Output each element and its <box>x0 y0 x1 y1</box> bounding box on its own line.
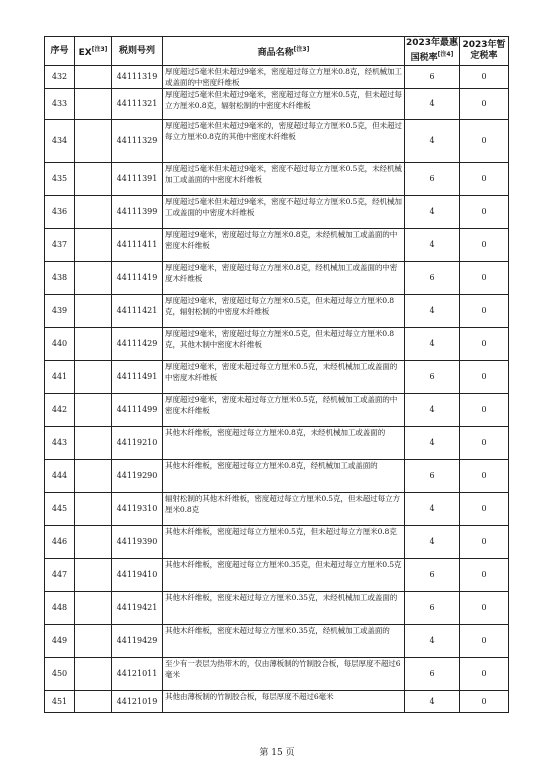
row-ex <box>75 229 112 262</box>
row-seq: 433 <box>45 89 75 120</box>
row-seq: 437 <box>45 229 75 262</box>
row-code: 44119390 <box>112 526 163 559</box>
row-seq: 435 <box>45 163 75 196</box>
row-seq: 440 <box>45 328 75 361</box>
row-mfn-rate: 4 <box>405 691 460 713</box>
row-name: 厚度超过5毫米但未超过9毫米，密度不超过每立方厘米0.5克，经机械加工或盖面的中密度木纤维板 <box>163 196 405 229</box>
table-row <box>45 658 509 691</box>
row-seq: 442 <box>45 394 75 427</box>
table-row <box>45 66 509 89</box>
row-code: 44121011 <box>112 658 163 691</box>
row-provisional-rate: 0 <box>460 427 509 460</box>
row-seq: 443 <box>45 427 75 460</box>
row-mfn-rate: 6 <box>405 592 460 625</box>
row-code: 44119210 <box>112 427 163 460</box>
row-code: 44119421 <box>112 592 163 625</box>
row-code: 44111329 <box>112 120 163 163</box>
row-name: 其他木纤维板，密度未超过每立方厘米0.35克，经机械加工或盖面的 <box>163 625 405 658</box>
row-mfn-rate: 4 <box>405 427 460 460</box>
row-mfn-rate: 4 <box>405 89 460 120</box>
row-seq: 450 <box>45 658 75 691</box>
row-name: 厚度超过9毫米，密度超过每立方厘米0.5克，但未超过每立方厘米0.8克，辐射松制的中密度木纤维板 <box>163 295 405 328</box>
row-code: 44111429 <box>112 328 163 361</box>
row-seq: 432 <box>45 66 75 89</box>
row-code: 44111321 <box>112 89 163 120</box>
row-seq: 451 <box>45 691 75 713</box>
row-name: 其他木纤维板，密度超过每立方厘米0.8克，未经机械加工或盖面的 <box>163 427 405 460</box>
row-code: 44121019 <box>112 691 163 713</box>
table-row <box>45 592 509 625</box>
row-code: 44119410 <box>112 559 163 592</box>
table-row <box>45 328 509 361</box>
row-ex <box>75 592 112 625</box>
row-code: 44111411 <box>112 229 163 262</box>
row-mfn-rate: 4 <box>405 196 460 229</box>
header-name: 商品名称[注3] <box>163 37 405 66</box>
header-ex-note: [注3] <box>91 45 108 53</box>
table-row <box>45 229 509 262</box>
row-ex <box>75 460 112 493</box>
table-row <box>45 262 509 295</box>
table-header <box>45 37 509 66</box>
row-mfn-rate: 4 <box>405 120 460 163</box>
row-ex <box>75 625 112 658</box>
row-name: 厚度超过9毫米，密度超过每立方厘米0.5克，但未超过每立方厘米0.8克，其他木制中密度木纤维板 <box>163 328 405 361</box>
row-ex <box>75 262 112 295</box>
row-provisional-rate: 0 <box>460 658 509 691</box>
row-seq: 439 <box>45 295 75 328</box>
row-mfn-rate: 4 <box>405 526 460 559</box>
row-seq: 447 <box>45 559 75 592</box>
row-ex <box>75 658 112 691</box>
row-seq: 441 <box>45 361 75 394</box>
header-provisional-rate: 2023年暂 定税率 <box>460 37 509 66</box>
table-row <box>45 89 509 120</box>
row-mfn-rate: 6 <box>405 658 460 691</box>
row-ex <box>75 691 112 713</box>
header-code: 税则号列 <box>112 37 163 66</box>
row-name: 至少有一表层为热带木的，仅由薄板制的竹制胶合板，每层厚度不超过6毫米 <box>163 658 405 691</box>
row-code: 44119290 <box>112 460 163 493</box>
row-mfn-rate: 6 <box>405 262 460 295</box>
row-provisional-rate: 0 <box>460 120 509 163</box>
row-seq: 449 <box>45 625 75 658</box>
header-seq: 序号 <box>45 37 75 66</box>
row-code: 44111491 <box>112 361 163 394</box>
row-provisional-rate: 0 <box>460 229 509 262</box>
row-mfn-rate: 6 <box>405 163 460 196</box>
row-seq: 445 <box>45 493 75 526</box>
header-ex: EX[注3] <box>75 37 112 66</box>
header-mfn-rate: 2023年最惠 国税率[注4] <box>405 37 460 66</box>
row-ex <box>75 427 112 460</box>
row-provisional-rate: 0 <box>460 460 509 493</box>
row-ex <box>75 196 112 229</box>
row-code: 44119429 <box>112 625 163 658</box>
row-ex <box>75 295 112 328</box>
row-ex <box>75 89 112 120</box>
row-name: 厚度超过5毫米但未超过9毫米的，密度超过每立方厘米0.5克，但未超过每立方厘米0.8克的其他中密度木纤维板 <box>163 120 405 163</box>
row-name: 其他木纤维板，密度超过每立方厘米0.8克，经机械加工或盖面的 <box>163 460 405 493</box>
row-code: 44111499 <box>112 394 163 427</box>
row-ex <box>75 120 112 163</box>
row-name: 厚度超过9毫米，密度未超过每立方厘米0.5克，未经机械加工或盖面的中密度木纤维板 <box>163 361 405 394</box>
row-name: 其他木纤维板，密度超过每立方厘米0.35克，但未超过每立方厘米0.5克 <box>163 559 405 592</box>
row-seq: 436 <box>45 196 75 229</box>
row-code: 44111421 <box>112 295 163 328</box>
row-ex <box>75 328 112 361</box>
row-seq: 444 <box>45 460 75 493</box>
row-mfn-rate: 6 <box>405 361 460 394</box>
row-mfn-rate: 6 <box>405 460 460 493</box>
table-row <box>45 163 509 196</box>
row-name: 其他木纤维板，密度超过每立方厘米0.5克，但未超过每立方厘米0.8克 <box>163 526 405 559</box>
table-row <box>45 559 509 592</box>
table-row <box>45 361 509 394</box>
row-name: 厚度超过5毫米但未超过9毫米，密度超过每立方厘米0.8克，经机械加工或盖面的中密度纤维板 <box>163 66 405 89</box>
table-row <box>45 625 509 658</box>
row-provisional-rate: 0 <box>460 66 509 89</box>
row-seq: 434 <box>45 120 75 163</box>
header-name-note: [注3] <box>293 45 310 53</box>
row-provisional-rate: 0 <box>460 526 509 559</box>
row-provisional-rate: 0 <box>460 163 509 196</box>
row-mfn-rate: 4 <box>405 625 460 658</box>
row-seq: 448 <box>45 592 75 625</box>
header-mfn-note: [注4] <box>437 51 454 58</box>
row-seq: 446 <box>45 526 75 559</box>
row-provisional-rate: 0 <box>460 196 509 229</box>
table-row <box>45 460 509 493</box>
row-ex <box>75 361 112 394</box>
row-provisional-rate: 0 <box>460 559 509 592</box>
row-ex <box>75 394 112 427</box>
table-row <box>45 493 509 526</box>
row-provisional-rate: 0 <box>460 493 509 526</box>
row-code: 44111391 <box>112 163 163 196</box>
row-provisional-rate: 0 <box>460 625 509 658</box>
row-name: 其他由薄板制的竹制胶合板，每层厚度不超过6毫米 <box>163 691 405 713</box>
row-mfn-rate: 4 <box>405 295 460 328</box>
row-provisional-rate: 0 <box>460 89 509 120</box>
row-ex <box>75 559 112 592</box>
row-mfn-rate: 6 <box>405 66 460 89</box>
table-row <box>45 427 509 460</box>
row-name: 其他木纤维板，密度未超过每立方厘米0.35克，未经机械加工或盖面的 <box>163 592 405 625</box>
row-provisional-rate: 0 <box>460 295 509 328</box>
row-name: 厚度超过5毫米但未超过9毫米，密度不超过每立方厘米0.5克，未经机械加工或盖面的中密度木纤维板 <box>163 163 405 196</box>
table-body <box>45 66 509 713</box>
row-ex <box>75 66 112 89</box>
row-provisional-rate: 0 <box>460 592 509 625</box>
table-row <box>45 196 509 229</box>
row-mfn-rate: 4 <box>405 493 460 526</box>
row-code: 44119310 <box>112 493 163 526</box>
tariff-table <box>44 36 509 713</box>
row-name: 厚度超过9毫米，密度超过每立方厘米0.8克，经机械加工或盖面的中密度木纤维板 <box>163 262 405 295</box>
row-provisional-rate: 0 <box>460 262 509 295</box>
row-name: 厚度超过9毫米，密度超过每立方厘米0.8克，未经机械加工或盖面的中密度木纤维板 <box>163 229 405 262</box>
row-ex <box>75 493 112 526</box>
row-provisional-rate: 0 <box>460 394 509 427</box>
table-row <box>45 394 509 427</box>
row-mfn-rate: 4 <box>405 328 460 361</box>
row-provisional-rate: 0 <box>460 361 509 394</box>
row-name: 辐射松制的其他木纤维板，密度超过每立方厘米0.5克，但未超过每立方厘米0.8克 <box>163 493 405 526</box>
row-code: 44111399 <box>112 196 163 229</box>
page-number: 第 15 页 <box>259 748 295 758</box>
row-mfn-rate: 6 <box>405 559 460 592</box>
row-ex <box>75 163 112 196</box>
row-code: 44111319 <box>112 66 163 89</box>
table-row <box>45 526 509 559</box>
row-provisional-rate: 0 <box>460 328 509 361</box>
row-provisional-rate: 0 <box>460 691 509 713</box>
row-mfn-rate: 4 <box>405 229 460 262</box>
table-row <box>45 691 509 713</box>
row-mfn-rate: 4 <box>405 394 460 427</box>
row-name: 厚度超过5毫米但未超过9毫米，密度超过每立方厘米0.5克，但未超过每立方厘米0.8克，辐射松制的中密度木纤维板 <box>163 89 405 120</box>
row-ex <box>75 526 112 559</box>
table-row <box>45 120 509 163</box>
table-row <box>45 295 509 328</box>
row-seq: 438 <box>45 262 75 295</box>
row-name: 厚度超过9毫米，密度未超过每立方厘米0.5克，经机械加工或盖面的中密度木纤维板 <box>163 394 405 427</box>
row-code: 44111419 <box>112 262 163 295</box>
